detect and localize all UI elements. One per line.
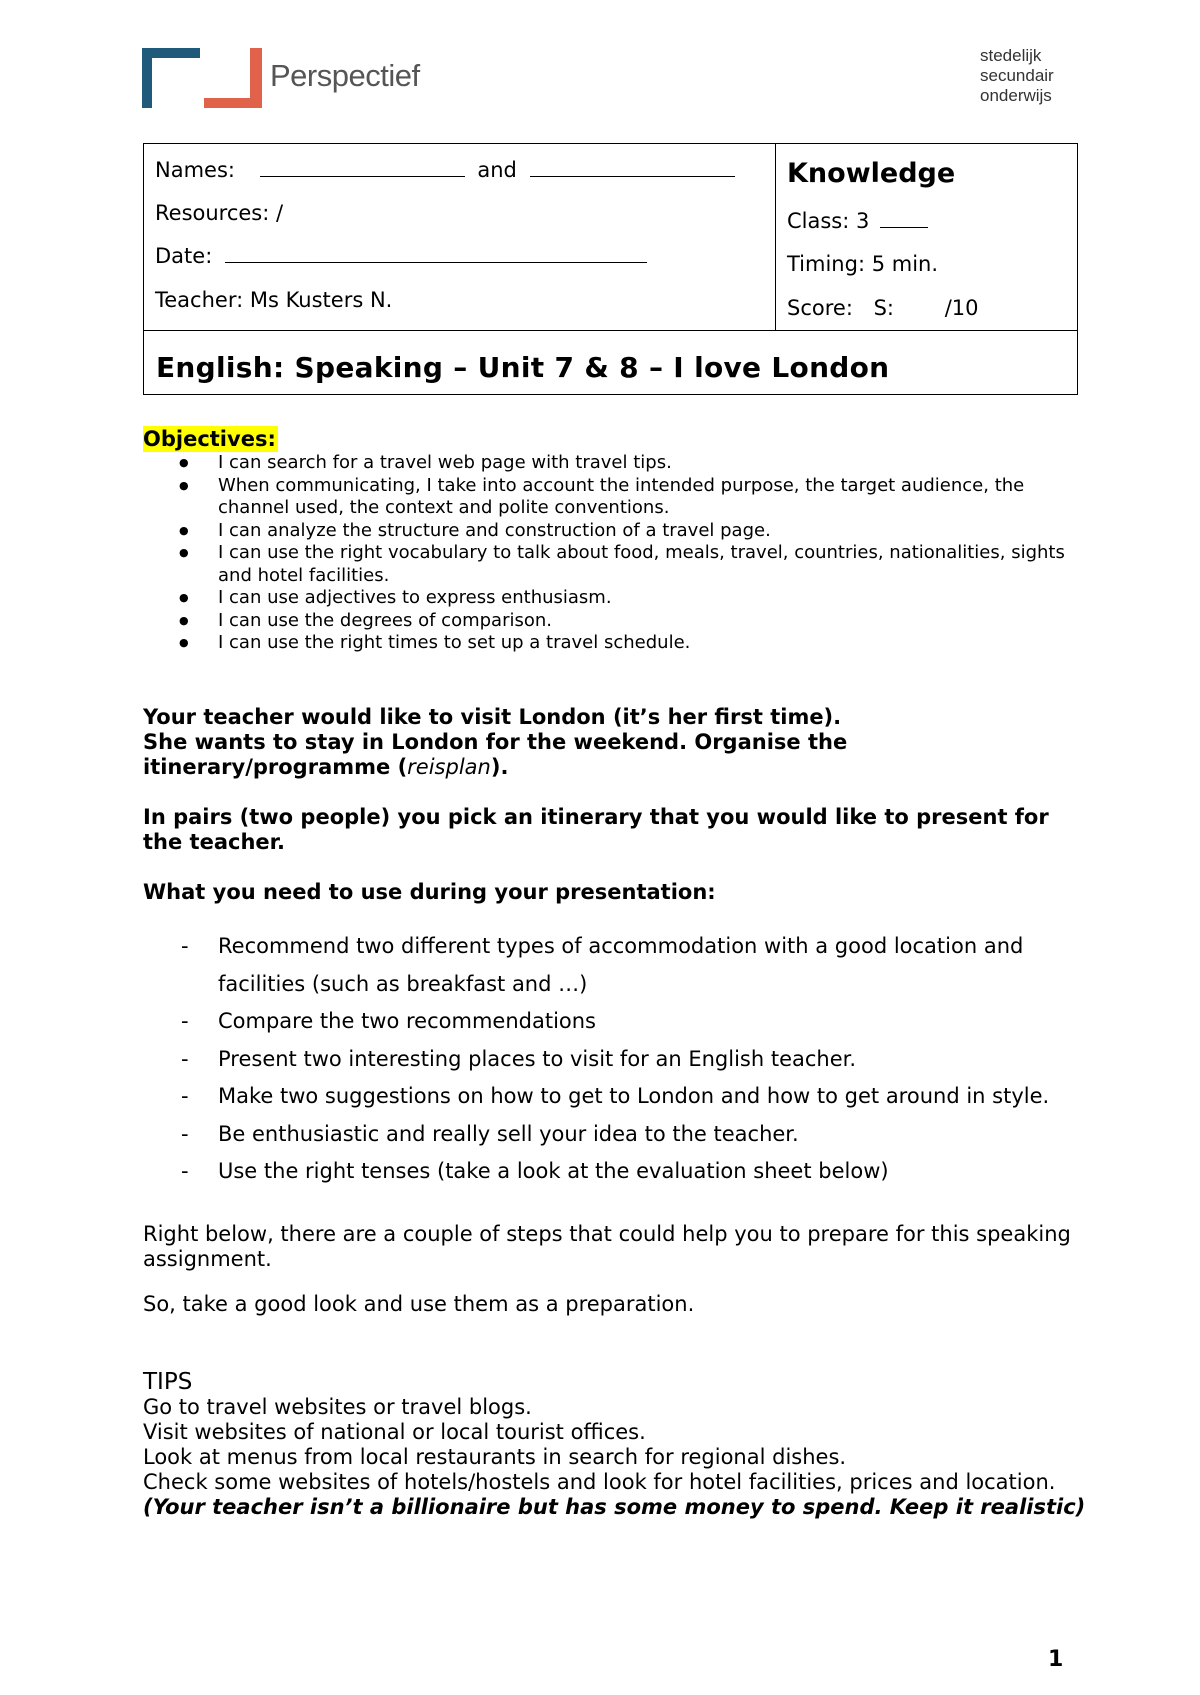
objective-item: ● I can use the degrees of comparison. xyxy=(143,610,1073,633)
page-number: 1 xyxy=(1048,1647,1064,1672)
reisplan-term: reisplan xyxy=(407,755,491,779)
class-blank[interactable] xyxy=(880,208,928,228)
intro-paragraph xyxy=(143,705,1088,780)
steps-paragraph: Right below, there are a couple of steps that could help you to prepare for this speaking assignment. xyxy=(143,1222,1071,1271)
objectives-list xyxy=(143,452,1073,655)
date-blank[interactable] xyxy=(225,243,647,263)
presentation-tasks-list xyxy=(143,928,1088,1191)
tip-line: Check some websites of hotels/hostels and look for hotel facilities, prices and location. xyxy=(143,1470,1056,1494)
objective-item: ● I can use adjectives to express enthusiasm. xyxy=(143,587,1073,610)
need-paragraph: What you need to use during your presentation: xyxy=(143,880,716,904)
info-table xyxy=(143,143,1078,395)
perspectief-logo xyxy=(142,48,262,108)
tips-section xyxy=(143,1370,1088,1520)
score-s-label: S: xyxy=(873,296,894,320)
objective-item: ● When communicating, I take into account the intended purpose, the target audience, the channel used, the context and polite conventions. xyxy=(143,475,1073,520)
objective-item: ● I can use the right vocabulary to talk about food, meals, travel, countries, nationalities, sights and hotel facilities. xyxy=(143,542,1073,587)
tips-title: TIPS xyxy=(143,1369,193,1395)
intro-line-2: She wants to stay in London for the weekend. Organise the xyxy=(143,730,848,754)
name-2-blank[interactable] xyxy=(530,157,735,177)
task-item: - Use the right tenses (take a look at the evaluation sheet below) xyxy=(143,1153,1088,1191)
name-1-blank[interactable] xyxy=(260,157,465,177)
objective-item: ● I can analyze the structure and construction of a travel page. xyxy=(143,520,1073,543)
info-bottom-cell xyxy=(144,331,1077,394)
task-item: - Compare the two recommendations xyxy=(143,1003,1088,1041)
date-label: Date: xyxy=(155,244,213,268)
timing-label: Timing: 5 min. xyxy=(787,252,939,276)
tip-line: Look at menus from local restaurants in search for regional dishes. xyxy=(143,1445,847,1469)
task-item: - Present two interesting places to visit for an English teacher. xyxy=(143,1041,1088,1079)
info-left-cell xyxy=(144,144,776,331)
names-label: Names: xyxy=(155,158,235,182)
tip-line: Go to travel websites or travel blogs. xyxy=(143,1395,532,1419)
intro-line-1: Your teacher would like to visit London (it’s her first time). xyxy=(143,705,842,729)
score-label: Score: xyxy=(787,296,853,320)
preparation-paragraph: So, take a good look and use them as a preparation. xyxy=(143,1292,695,1316)
org-name: stedelijk secundair onderwijs xyxy=(980,46,1054,105)
objective-item: ● I can use the right times to set up a travel schedule. xyxy=(143,632,1073,655)
score-row xyxy=(787,295,978,321)
class-row xyxy=(787,208,928,234)
teacher-label: Teacher: Ms Kusters N. xyxy=(155,288,393,312)
task-item: - Recommend two different types of accommodation with a good location and facilities (such as breakfast and …) xyxy=(143,928,1088,1003)
objectives-title: Objectives: xyxy=(143,427,276,451)
resources-label: Resources: / xyxy=(155,201,284,225)
date-row xyxy=(155,243,647,269)
knowledge-label: Knowledge xyxy=(787,158,956,189)
intro-line-3: itinerary/programme (reisplan). xyxy=(143,755,509,779)
and-label: and xyxy=(477,158,517,182)
pairs-paragraph: In pairs (two people) you pick an itinerary that you would like to present for the teacher. xyxy=(143,805,1049,854)
class-label: Class: 3 xyxy=(787,209,870,233)
objective-item: ● I can search for a travel web page with travel tips. xyxy=(143,452,1073,475)
brand-name: Perspectief xyxy=(270,58,420,93)
score-total: /10 xyxy=(944,296,979,320)
tip-line: Visit websites of national or local tourist offices. xyxy=(143,1420,646,1444)
info-right-cell xyxy=(776,144,1077,331)
task-item: - Be enthusiastic and really sell your idea to the teacher. xyxy=(143,1116,1088,1154)
task-item: - Make two suggestions on how to get to London and how to get around in style. xyxy=(143,1078,1088,1116)
names-row xyxy=(155,157,735,183)
course-title: English: Speaking – Unit 7 & 8 – I love London xyxy=(156,351,890,384)
tips-note: (Your teacher isn’t a billionaire but has some money to spend. Keep it realistic) xyxy=(143,1495,1086,1519)
